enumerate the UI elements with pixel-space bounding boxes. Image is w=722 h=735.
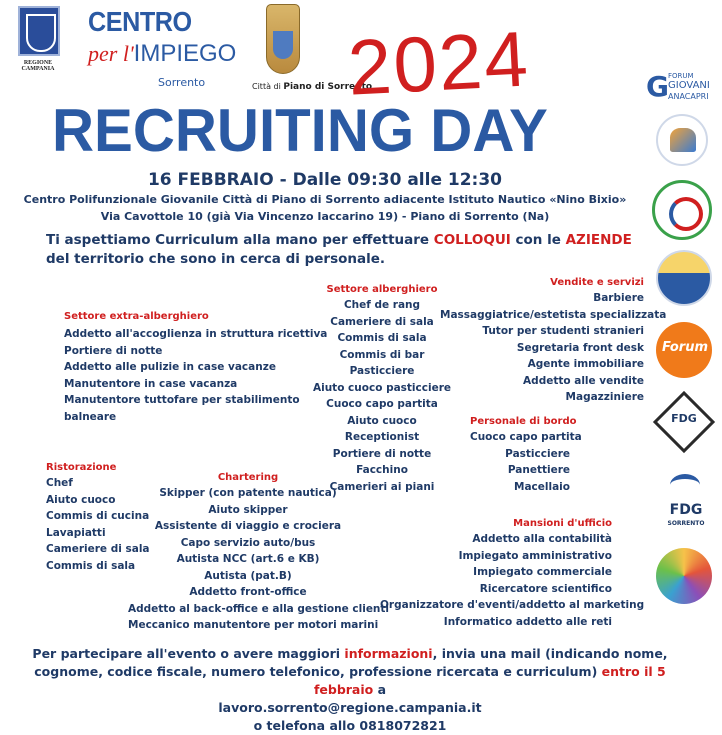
fdg-sorrento-logo bbox=[660, 472, 712, 534]
venue-line1: Centro Polifunzionale Giovanile Città di Piano di Sorrento adiacente Istituto Nautico «Nino Bixio» bbox=[23, 193, 627, 206]
list-item: Organizzatore d'eventi/addetto al marketing bbox=[380, 599, 645, 611]
forum-meta-logo bbox=[656, 250, 712, 306]
year: 2024 bbox=[345, 14, 532, 112]
list-item: Camerieri ai piani bbox=[329, 480, 435, 493]
list-item: Portiere di notte bbox=[64, 344, 163, 357]
forum-giovani-orange-logo bbox=[656, 322, 712, 378]
list-item: Chef de rang bbox=[343, 299, 421, 311]
forum-logo-1 bbox=[656, 114, 708, 166]
footer-deadline: entro il 5 febbraio bbox=[313, 664, 666, 697]
section-title: Settore alberghiero bbox=[326, 284, 438, 295]
list-item: Capo servizio auto/bus bbox=[180, 536, 316, 549]
list-item: Manutentore tuttofare per stabilimento bbox=[64, 394, 300, 406]
wave-icon bbox=[670, 474, 700, 496]
intro-part3: del territorio che sono in cerca di personale. bbox=[46, 251, 386, 267]
piano-sorrento-crest bbox=[252, 4, 373, 94]
section-vendite-servizi bbox=[440, 277, 667, 406]
forum-place-label: ANACAPRI bbox=[668, 92, 709, 101]
list-item: Assistente di viaggio e crociera bbox=[154, 520, 342, 532]
list-item: Agente immobiliare bbox=[527, 358, 644, 370]
list-item: Massaggiatrice/estetista specializzata bbox=[440, 308, 667, 321]
colorful-forum-logo bbox=[656, 548, 712, 604]
list-item: Magazziniere bbox=[565, 391, 644, 403]
list-item: Cuoco capo partita bbox=[470, 431, 582, 443]
footer-informazioni: informazioni bbox=[344, 646, 433, 661]
fdg2-sub-label: SORRENTO bbox=[667, 520, 705, 527]
list-item: Cameriere di sala bbox=[330, 315, 434, 328]
list-item: Informatico addetto alle reti bbox=[443, 615, 612, 628]
list-item: Ricercatore scientifico bbox=[479, 582, 612, 595]
list-item: Aiuto cuoco pasticciere bbox=[312, 381, 452, 394]
list-item: Commis di sala bbox=[46, 559, 136, 572]
g-swirl-icon: G bbox=[646, 70, 669, 103]
forum-massa-lubrense-logo bbox=[652, 180, 712, 240]
centro-impiego-logo bbox=[88, 6, 237, 94]
list-item: Pasticciere bbox=[505, 447, 570, 460]
list-item: Facchino bbox=[356, 464, 408, 476]
footer-part3: a bbox=[373, 682, 387, 697]
centro-line2 bbox=[88, 40, 236, 68]
page-title: RECRUITING DAY bbox=[52, 97, 548, 164]
list-item: Chef bbox=[46, 477, 73, 489]
intro-aziende: AZIENDE bbox=[565, 232, 632, 248]
section-title: Chartering bbox=[217, 472, 279, 483]
list-item: Manutentore in case vacanza bbox=[64, 377, 238, 390]
list-item: Macellaio bbox=[514, 480, 570, 493]
section-alberghiero bbox=[312, 284, 452, 495]
fdg1-label: FDG bbox=[671, 412, 697, 425]
list-item: Addetto alla contabilità bbox=[472, 533, 612, 545]
list-item: Pasticciere bbox=[349, 365, 415, 377]
list-item: Autista NCC (art.6 e KB) bbox=[176, 553, 320, 565]
section-title: Ristorazione bbox=[46, 462, 117, 473]
region-logo-label: REGIONE CAMPANIA bbox=[21, 60, 55, 72]
event-date: 16 FEBBRAIO - Dalle 09:30 alle 12:30 bbox=[147, 170, 503, 190]
footer-part2: , invia una mail (indicando nome, cognome, codice fiscale, numero telefonico, professione ricercata e curriculum) bbox=[34, 646, 668, 679]
list-item: Panettiere bbox=[507, 464, 570, 476]
footer-email[interactable]: lavoro.sorrento@regione.campania.it bbox=[218, 700, 482, 715]
list-item: Cameriere di sala bbox=[46, 543, 150, 555]
list-item: Skipper (con patente nautica) bbox=[159, 487, 337, 499]
list-item: Segretaria front desk bbox=[516, 341, 644, 354]
regione-campania-logo bbox=[8, 6, 68, 72]
shield-icon bbox=[18, 6, 60, 56]
list-item: Impiegato amministrativo bbox=[458, 549, 612, 562]
crest-icon bbox=[266, 4, 300, 74]
list-item: Commis di cucina bbox=[46, 510, 150, 522]
section-title: Vendite e servizi bbox=[550, 277, 644, 288]
intro-colloqui: COLLOQUI bbox=[433, 232, 511, 248]
footer-paragraph bbox=[30, 645, 670, 699]
section-title: Mansioni d'ufficio bbox=[513, 518, 612, 529]
list-item: Lavapiatti bbox=[46, 526, 106, 539]
fdg-sagnello-logo bbox=[656, 396, 712, 452]
list-item: Barbiere bbox=[593, 292, 644, 304]
list-item: Meccanico manutentore per motori marini bbox=[128, 619, 379, 631]
forum-small-label: FORUM bbox=[668, 72, 694, 80]
section-mansioni-ufficio bbox=[380, 518, 645, 630]
list-item: Addetto all'accoglienza in struttura ricettiva bbox=[64, 328, 328, 340]
section-extra-alberghiero bbox=[64, 311, 327, 425]
intro-part2: con le bbox=[510, 232, 566, 248]
section-personale-bordo bbox=[470, 416, 582, 495]
city-prefix: Città di bbox=[252, 82, 281, 91]
footer-phone: o telefona allo 0818072821 bbox=[253, 718, 447, 733]
list-item: Commis di bar bbox=[339, 348, 425, 361]
centro-city: Sorrento bbox=[158, 76, 206, 89]
list-item: Addetto alle pulizie in case vacanze bbox=[64, 361, 276, 373]
centro-per: per l' bbox=[88, 41, 134, 66]
list-item: Addetto alle vendite bbox=[523, 374, 644, 387]
list-item: Addetto al back-office e alla gestione clienti bbox=[128, 602, 390, 615]
forum-giovani-anacapri-logo bbox=[646, 70, 716, 106]
list-item: Tutor per studenti stranieri bbox=[482, 325, 644, 337]
list-item: Autista (pat.B) bbox=[204, 569, 292, 582]
centro-line1: CENTRO bbox=[88, 6, 192, 37]
list-item: Impiegato commerciale bbox=[473, 566, 612, 578]
intro-part1: Ti aspettiamo Curriculum alla mano per effettuare bbox=[46, 232, 434, 248]
section-title: Personale di bordo bbox=[470, 416, 577, 427]
list-item: Aiuto cuoco bbox=[347, 414, 417, 427]
forum-giovani-label: GIOVANI bbox=[668, 80, 710, 91]
list-item: Cuoco capo partita bbox=[326, 398, 438, 410]
list-item: Addetto front-office bbox=[189, 586, 307, 598]
list-item: balneare bbox=[64, 410, 117, 423]
list-item: Aiuto cuoco bbox=[46, 493, 116, 506]
intro-text bbox=[46, 231, 646, 269]
footer-text bbox=[30, 645, 670, 735]
city-name: Piano di Sorrento bbox=[283, 82, 373, 92]
centro-impiego: IMPIEGO bbox=[133, 40, 237, 67]
list-item: Aiuto skipper bbox=[208, 503, 288, 516]
list-item: Commis di sala bbox=[337, 332, 427, 344]
footer-part1: Per partecipare all'evento o avere maggiori bbox=[32, 646, 345, 661]
section-title: Settore extra-alberghiero bbox=[64, 311, 209, 322]
list-item: Receptionist bbox=[344, 431, 420, 443]
venue-line2: Via Cavottole 10 (già Via Vincenzo Iaccarino 19) - Piano di Sorrento (Na) bbox=[100, 210, 550, 223]
list-item: Portiere di notte bbox=[332, 447, 432, 460]
fdg2-label: FDG bbox=[669, 502, 703, 518]
